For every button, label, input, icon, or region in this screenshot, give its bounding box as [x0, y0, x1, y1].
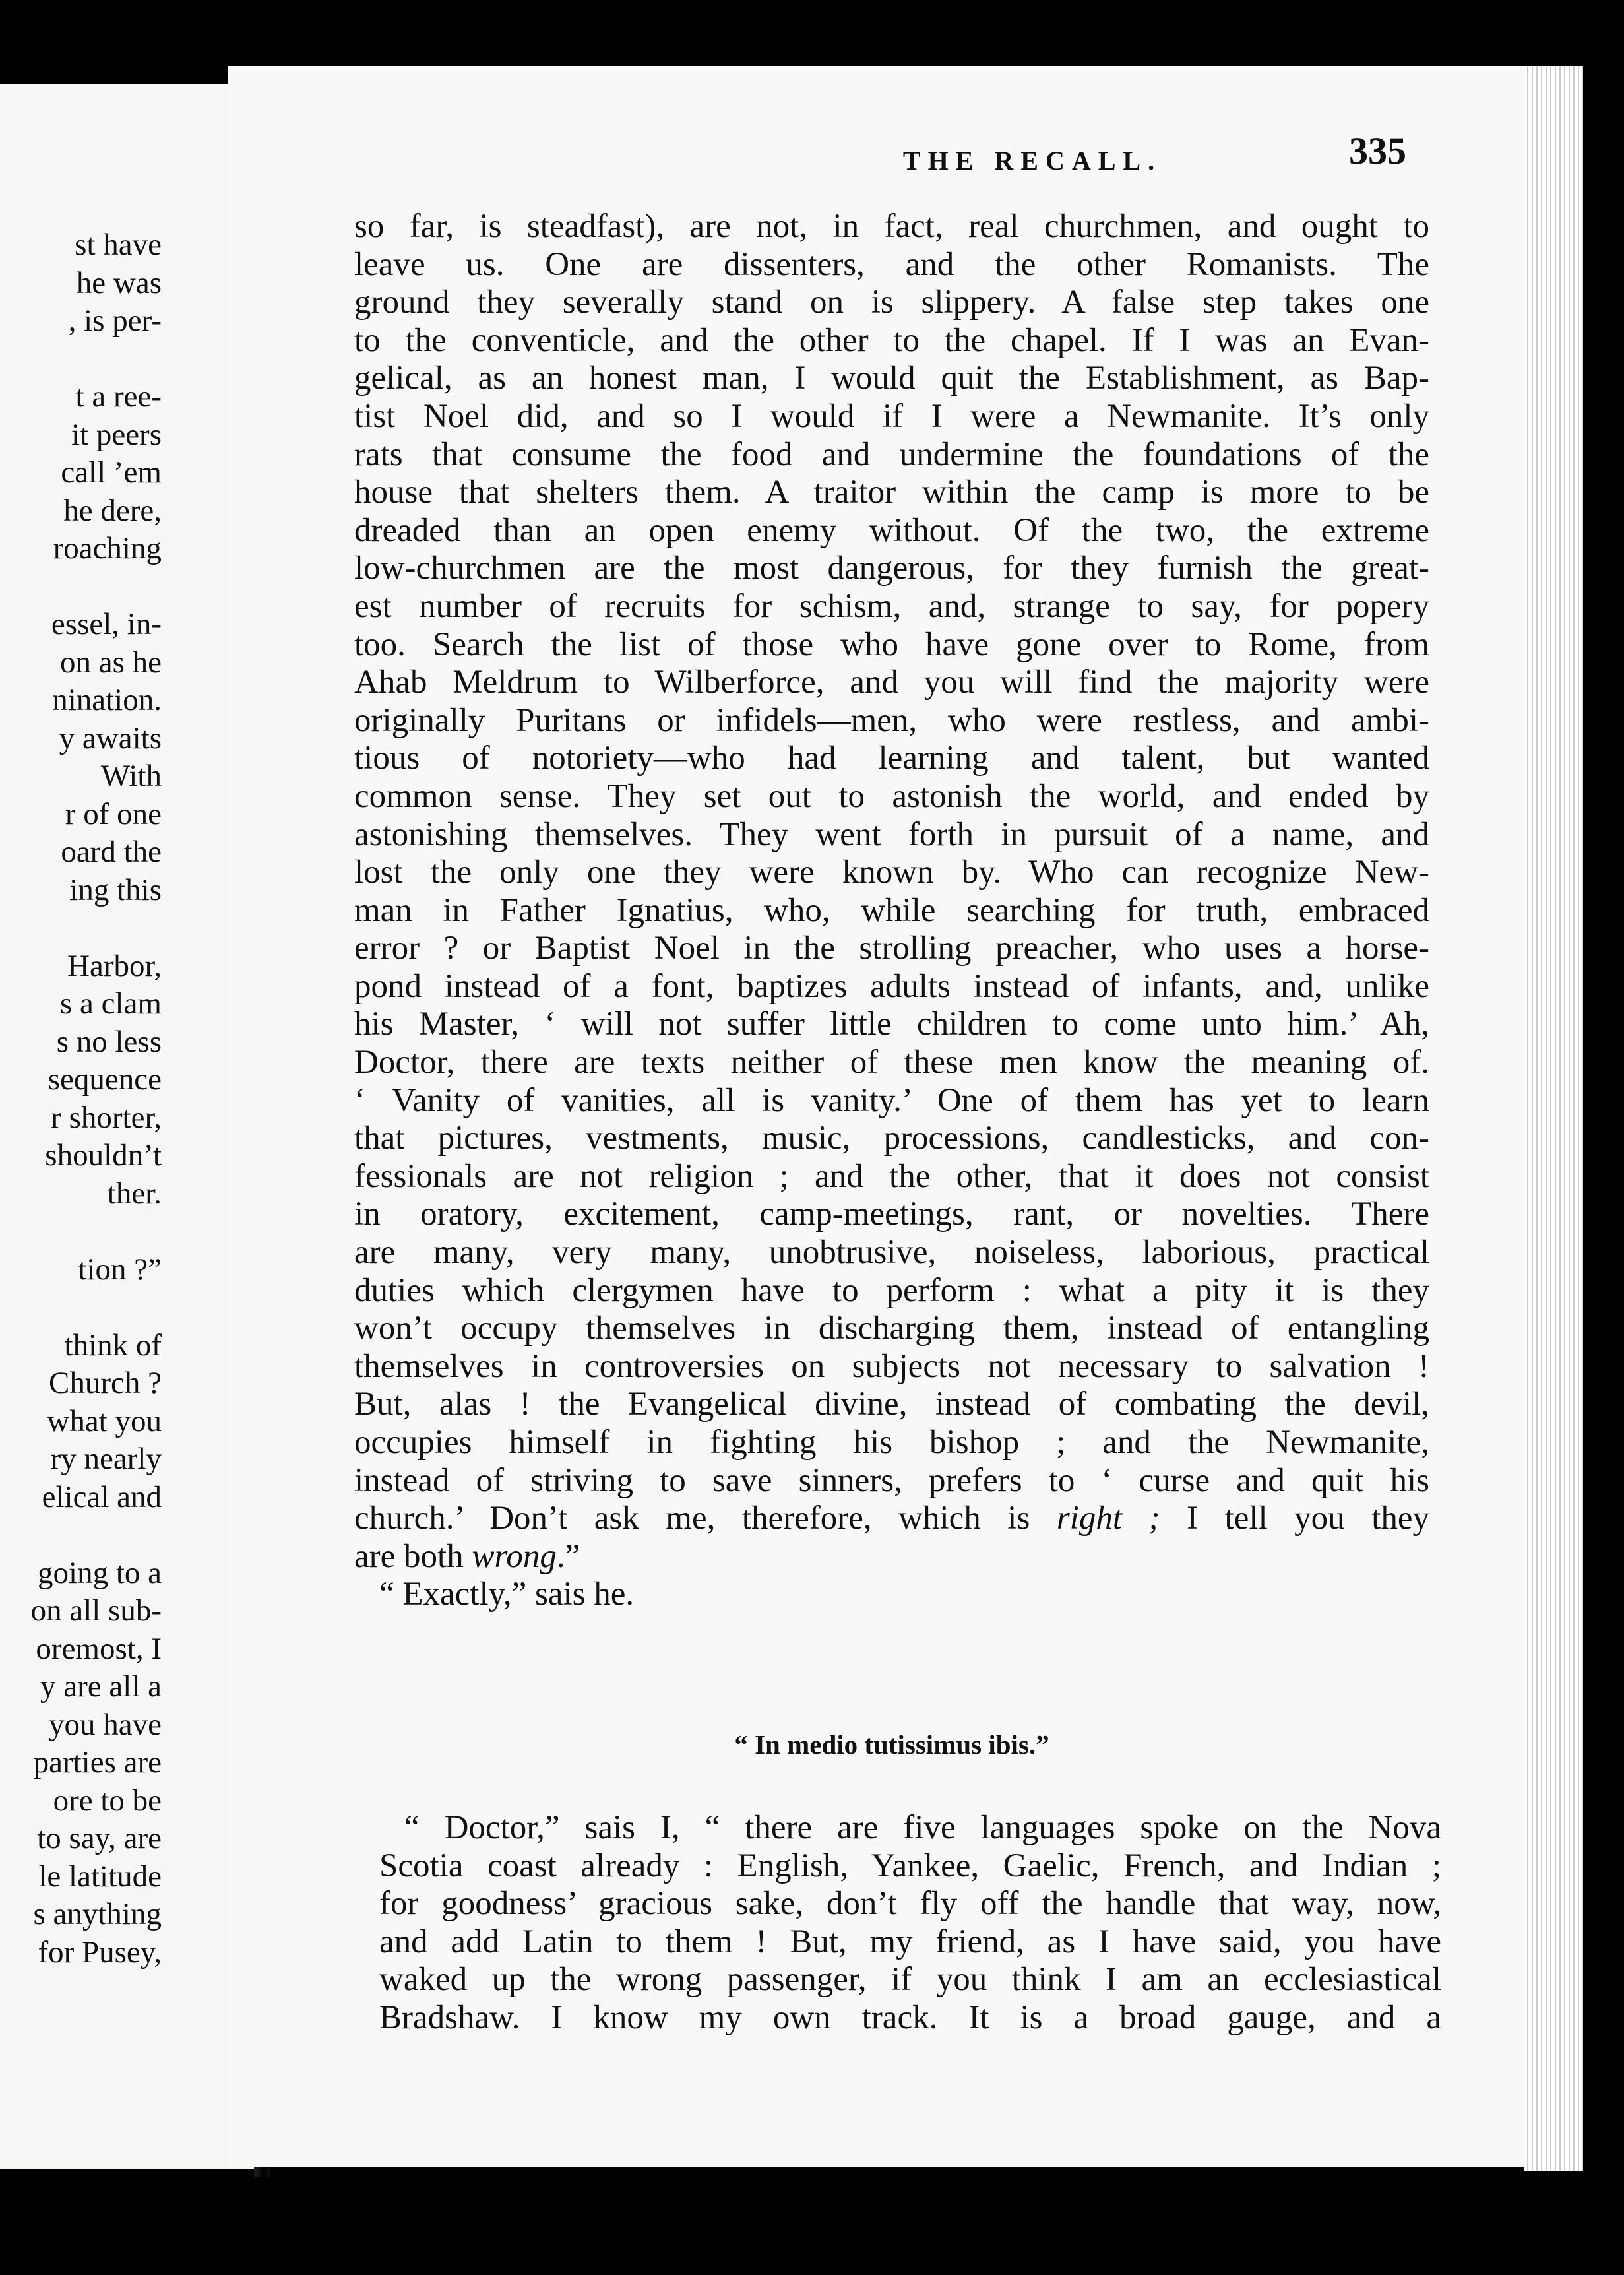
previous-page-line: to say, are — [37, 1821, 162, 1855]
text-line: leave us. One are dissenters, and the other Romanists. The — [354, 245, 1429, 283]
text-line: dreaded than an open enemy without. Of the two, the extreme — [354, 511, 1429, 549]
reply-line: “ Exactly,” sais he. — [379, 1576, 635, 1613]
text-line: themselves in controversies on subjects not necessary to salvation ! — [354, 1347, 1429, 1385]
previous-page-line: for Pusey, — [38, 1935, 162, 1970]
previous-page — [0, 84, 254, 2169]
previous-page-line: t a ree- — [75, 379, 162, 414]
page-edge-stack — [1524, 66, 1583, 2171]
previous-page-line: on all sub- — [30, 1593, 162, 1628]
previous-page-line: r shorter, — [51, 1100, 162, 1135]
previous-page-line: ther. — [107, 1176, 162, 1211]
second-paragraph — [379, 1809, 1441, 2037]
previous-page-line: shouldn’t — [45, 1138, 162, 1172]
previous-page-line: tion ?” — [78, 1252, 162, 1287]
text-line: waked up the wrong passenger, if you think I am an ecclesiastical — [379, 1961, 1441, 1999]
text-line: ground they severally stand on is slippery. A false step takes one — [354, 284, 1429, 321]
text-line: instead of striving to save sinners, prefers to ‘ curse and quit his — [354, 1461, 1429, 1499]
text-line: “ Doctor,” sais I, “ there are five languages spoke on the Nova — [404, 1809, 1441, 1846]
text-line: Ahab Meldrum to Wilberforce, and you will find the majority were — [354, 664, 1429, 701]
text-line: astonishing themselves. They went forth in pursuit of a name, and — [354, 816, 1429, 853]
previous-page-line — [0, 909, 162, 947]
text-line: rats that consume the food and undermine the foundations of the — [354, 435, 1429, 473]
previous-page-line: he dere, — [63, 493, 162, 528]
text-line: lost the only one they were known by. Who can recognize New- — [354, 854, 1429, 891]
text-line: house that shelters them. A traitor within the camp is more to be — [354, 474, 1429, 511]
previous-page-line: s anything — [33, 1897, 162, 1931]
text-line: church.’ Don’t ask me, therefore, which is right ; I tell you they — [354, 1500, 1429, 1537]
emphasis-right: right ; — [1056, 1500, 1160, 1537]
text-line: Scotia coast already : English, Yankee, Gaelic, French, and Indian ; — [379, 1847, 1441, 1884]
text-line: so far, is steadfast), are not, in fact, real churchmen, and ought to — [354, 208, 1429, 245]
text-line: gelical, as an honest man, I would quit the Establishment, as Bap- — [354, 360, 1429, 397]
previous-page-line — [0, 1213, 162, 1251]
text-line: in oratory, excitement, camp-meetings, rant, or novelties. There — [354, 1196, 1429, 1233]
previous-page-line: think of — [64, 1328, 162, 1362]
text-line: tist Noel did, and so I would if I were a Newmanite. It’s only — [354, 397, 1429, 435]
text-line: and add Latin to them ! But, my friend, as I have said, you have — [379, 1923, 1441, 1960]
previous-page-line: s no less — [56, 1024, 162, 1059]
previous-page-line — [0, 568, 162, 606]
previous-page-line: he was — [76, 265, 162, 300]
text-line: occupies himself in fighting his bishop ; and the Newmanite, — [354, 1424, 1429, 1461]
previous-page-line: roaching — [53, 531, 162, 565]
previous-page-line: what you — [47, 1403, 162, 1438]
text-line: that pictures, vestments, music, processions, candlesticks, and con- — [354, 1120, 1429, 1157]
current-page — [228, 66, 1534, 2167]
previous-page-line: you have — [49, 1707, 162, 1742]
previous-page-line: le latitude — [38, 1859, 162, 1894]
text-line: duties which clergymen have to perform : what a pity it is they — [354, 1271, 1429, 1309]
previous-page-line: y are all a — [40, 1669, 162, 1704]
previous-page-line: ry nearly — [50, 1442, 162, 1476]
text-line: man in Father Ignatius, who, while searching for truth, embraced — [354, 891, 1429, 929]
text-line: low-churchmen are the most dangerous, for they furnish the great- — [354, 550, 1429, 587]
text-line: his Master, ‘ will not suffer little children to come unto him.’ Ah, — [354, 1006, 1429, 1043]
text-line: are many, very many, unobtrusive, noiseless, laborious, practical — [354, 1234, 1429, 1271]
text-line: Bradshaw. I know my own track. It is a broad gauge, and a — [379, 1999, 1441, 2036]
text-line: tious of notoriety—who had learning and talent, but wanted — [354, 740, 1429, 777]
main-paragraph — [354, 208, 1429, 1614]
previous-page-text — [0, 226, 162, 1971]
previous-page-line: Church ? — [49, 1366, 162, 1400]
text-line: But, alas ! the Evangelical divine, instead of combating the devil, — [354, 1386, 1429, 1423]
previous-page-line: oremost, I — [36, 1631, 162, 1666]
previous-page-line: ore to be — [53, 1783, 162, 1818]
text-line: to the conventicle, and the other to the chapel. If I was an Evan- — [354, 321, 1429, 359]
previous-page-line: Harbor, — [67, 948, 162, 983]
previous-page-line: elical and — [42, 1479, 162, 1514]
page-number: 335 — [1349, 129, 1406, 172]
previous-page-line: s a clam — [60, 986, 162, 1021]
text-line: error ? or Baptist Noel in the strolling preacher, who uses a horse- — [354, 930, 1429, 967]
previous-page-line: r of one — [65, 796, 162, 831]
previous-page-line: parties are — [33, 1745, 162, 1779]
previous-page-line: essel, in- — [51, 607, 162, 641]
previous-page-line: on as he — [59, 645, 162, 680]
text-line: est number of recruits for schism, and, strange to say, for popery — [354, 587, 1429, 625]
text-line: Doctor, there are texts neither of these men know the meaning of. — [354, 1044, 1429, 1081]
previous-page-line: call ’em — [61, 455, 162, 490]
previous-page-line: st have — [75, 228, 162, 262]
running-head: THE RECALL. — [902, 146, 1162, 176]
text-line: too. Search the list of those who have gone over to Rome, from — [354, 625, 1429, 663]
previous-page-line: With — [100, 759, 162, 793]
text-line: originally Puritans or infidels—men, who were restless, and ambi- — [354, 701, 1429, 739]
previous-page-line — [0, 1516, 162, 1554]
text-line: pond instead of a font, baptizes adults instead of infants, and, unlike — [354, 967, 1429, 1005]
text-line: common sense. They set out to astonish the world, and ended by — [354, 777, 1429, 815]
previous-page-line: ing this — [69, 872, 162, 907]
previous-page-line: going to a — [38, 1555, 162, 1590]
previous-page-line: oard the — [61, 835, 162, 869]
text-line: fessionals are not religion ; and the other, that it does not consist — [354, 1157, 1429, 1195]
text-line: for goodness’ gracious sake, don’t fly off the handle that way, now, — [379, 1885, 1441, 1923]
text-line: won’t occupy themselves in discharging them, instead of entangling — [354, 1310, 1429, 1347]
previous-page-line: y awaits — [59, 721, 162, 755]
latin-epigraph: “ In medio tutissimus ibis.” — [734, 1729, 1049, 1760]
text-line: ‘ Vanity of vanities, all is vanity.’ One of them has yet to learn — [354, 1081, 1429, 1119]
text-line: are both wrong.” — [354, 1537, 580, 1575]
previous-page-line: sequence — [47, 1062, 162, 1097]
previous-page-line: nination. — [52, 683, 162, 717]
previous-page-line — [0, 1289, 162, 1327]
emphasis-wrong: wrong — [472, 1537, 557, 1575]
previous-page-line — [0, 340, 162, 379]
previous-page-line: it peers — [71, 417, 162, 452]
previous-page-line: , is per- — [68, 304, 162, 338]
